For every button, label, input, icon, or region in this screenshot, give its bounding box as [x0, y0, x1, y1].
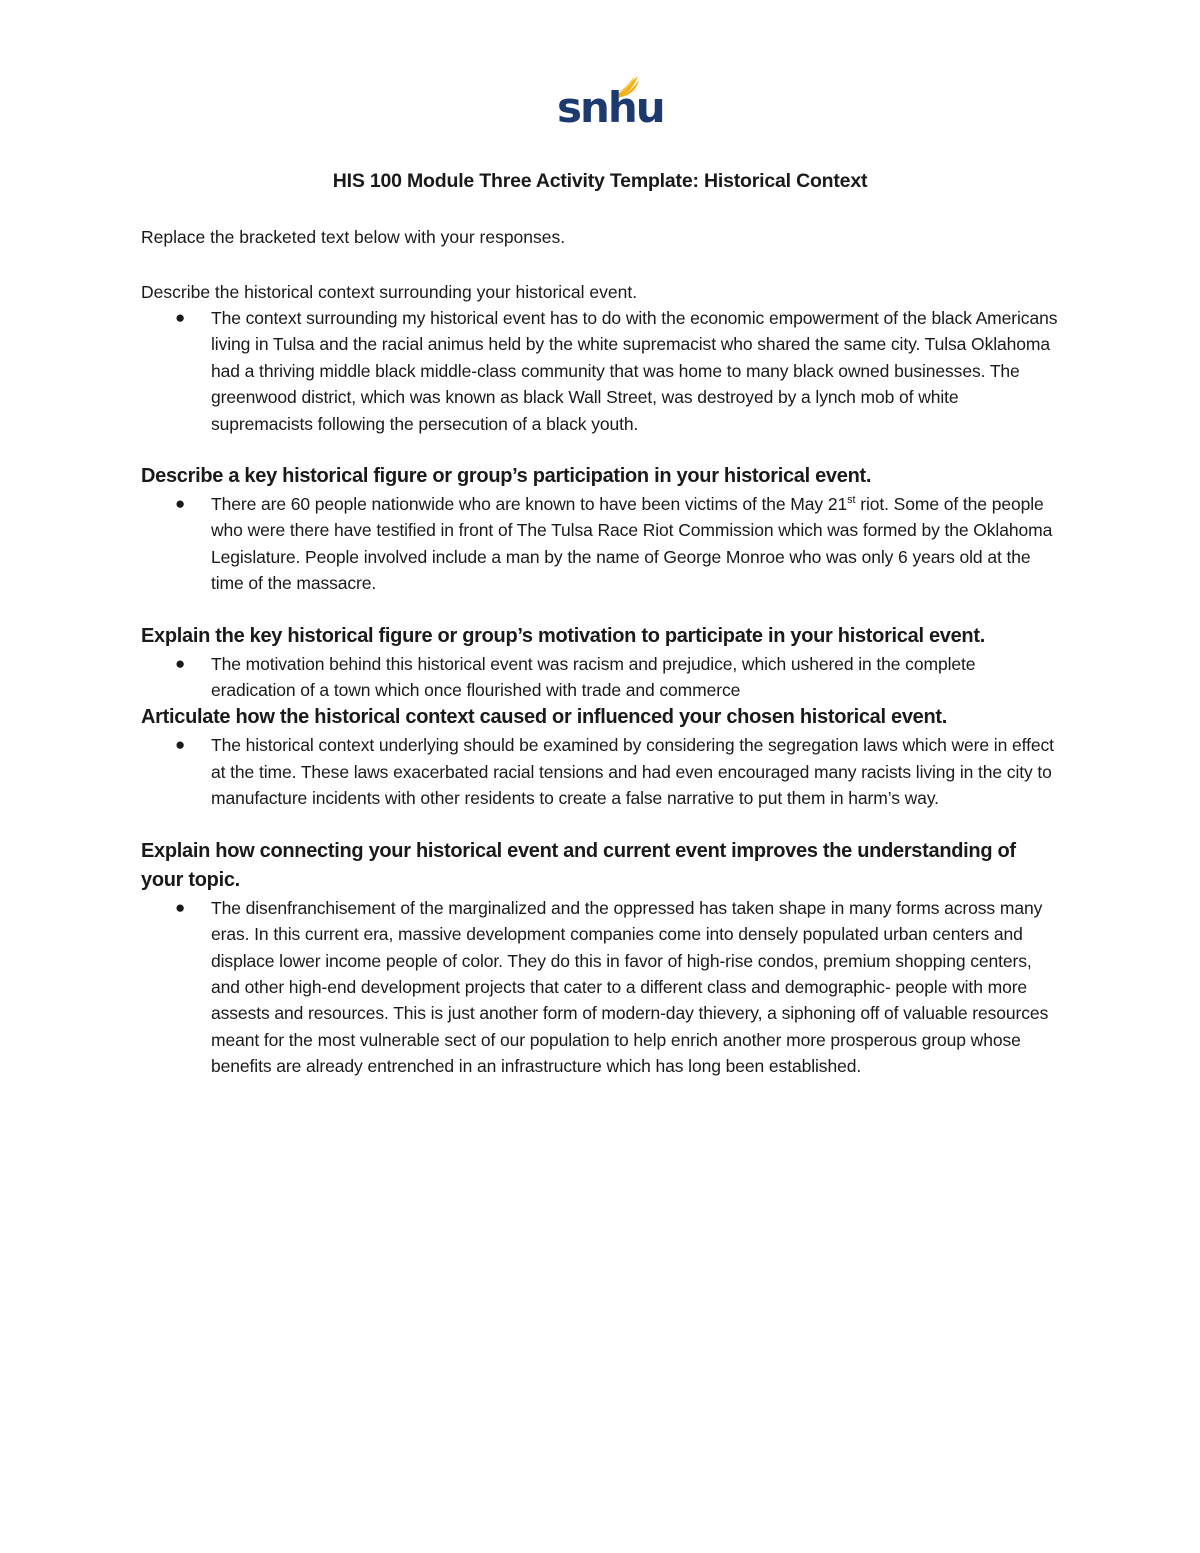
section-5-answer	[141, 895, 1061, 1080]
section-2-answer	[141, 491, 1061, 597]
bullet-icon: ●	[175, 735, 186, 755]
section-3-answer	[141, 651, 1061, 704]
snhu-logo	[553, 72, 664, 134]
bullet-icon: ●	[175, 897, 186, 917]
section-1-answer-text: The context surrounding my historical event has to do with the economic empowerment of the black Americans living in Tulsa and the racial animus held by the white supremacist who shared the same city. Tulsa Oklahoma had a thriving middle black middle-class community that was home to many black owned businesses. The greenwood district, which was known as black Wall Street, was destroyed by a lynch mob of white supremacists following the persecution of a black youth.	[211, 308, 1058, 434]
section-5-prompt: Explain how connecting your historical event and current event improves the understanding of your topic.	[141, 839, 1016, 891]
bullet-icon: ●	[175, 653, 186, 673]
section-1-answer	[141, 305, 1061, 437]
ordinal-suffix: st	[847, 494, 856, 507]
section-5-answers	[141, 895, 1061, 1080]
section-3-prompt: Explain the key historical figure or group’s motivation to participate in your historical event.	[141, 624, 985, 647]
section-1-prompt: Describe the historical context surrounding your historical event.	[141, 282, 638, 302]
bullet-icon: ●	[175, 494, 186, 514]
section-4-prompt: Articulate how the historical context caused or influenced your chosen historical event.	[141, 706, 948, 729]
document-body	[141, 224, 1061, 1080]
bullet-icon: ●	[175, 308, 186, 327]
section-3-answers	[141, 651, 1061, 704]
section-4-answer	[141, 732, 1061, 811]
section-1-answers	[141, 305, 1061, 437]
section-4-answers	[141, 732, 1061, 811]
instructions-text: Replace the bracketed text below with your responses.	[141, 227, 566, 247]
document-title: HIS 100 Module Three Activity Template: Historical Context	[332, 170, 868, 192]
section-2-answer-text-start: There are 60 people nationwide who are known to have been victims of the May 21	[211, 494, 848, 515]
section-2-answers	[141, 491, 1061, 597]
section-2-prompt: Describe a key historical figure or group’s participation in your historical event.	[141, 465, 872, 488]
logo-wordmark: snhu	[557, 83, 664, 132]
section-5-answer-text: The disenfranchisement of the marginalized and the oppressed has taken shape in many forms across many eras. In this current era, massive development companies come into densely populated urban centers and displace lower income people of color. They do this in favor of high-rise condos, premium shopping centers, and other high-end development projects that cater to a different class and demographic- people with more assests and resources. This is just another form of modern-day thievery, a siphoning off of valuable resources meant for the most vulnerable sect of our population to help enrich another more prosperous group whose benefits are already entrenched in an infrastructure which has long been established.	[211, 897, 1049, 1077]
section-4-answer-text: The historical context underlying should be examined by considering the segregation laws which were in effect at the time. These laws exacerbated racial tensions and had even encouraged many racists living in the city to manufacture incidents with other residents to create a false narrative to put them in harm’s way.	[211, 735, 1054, 809]
section-3-answer-text: The motivation behind this historical event was racism and prejudice, which ushered in the complete eradication of a town which once flourished with trade and commerce	[211, 653, 976, 701]
section-2-answer-text-end: riot. Some of the people who were there have testified in front of The Tulsa Race Riot Commission which was formed by the Oklahoma Legislature. People involved include a man by the name of George Monroe who was only 6 years old at the time of the massacre.	[211, 494, 1053, 594]
